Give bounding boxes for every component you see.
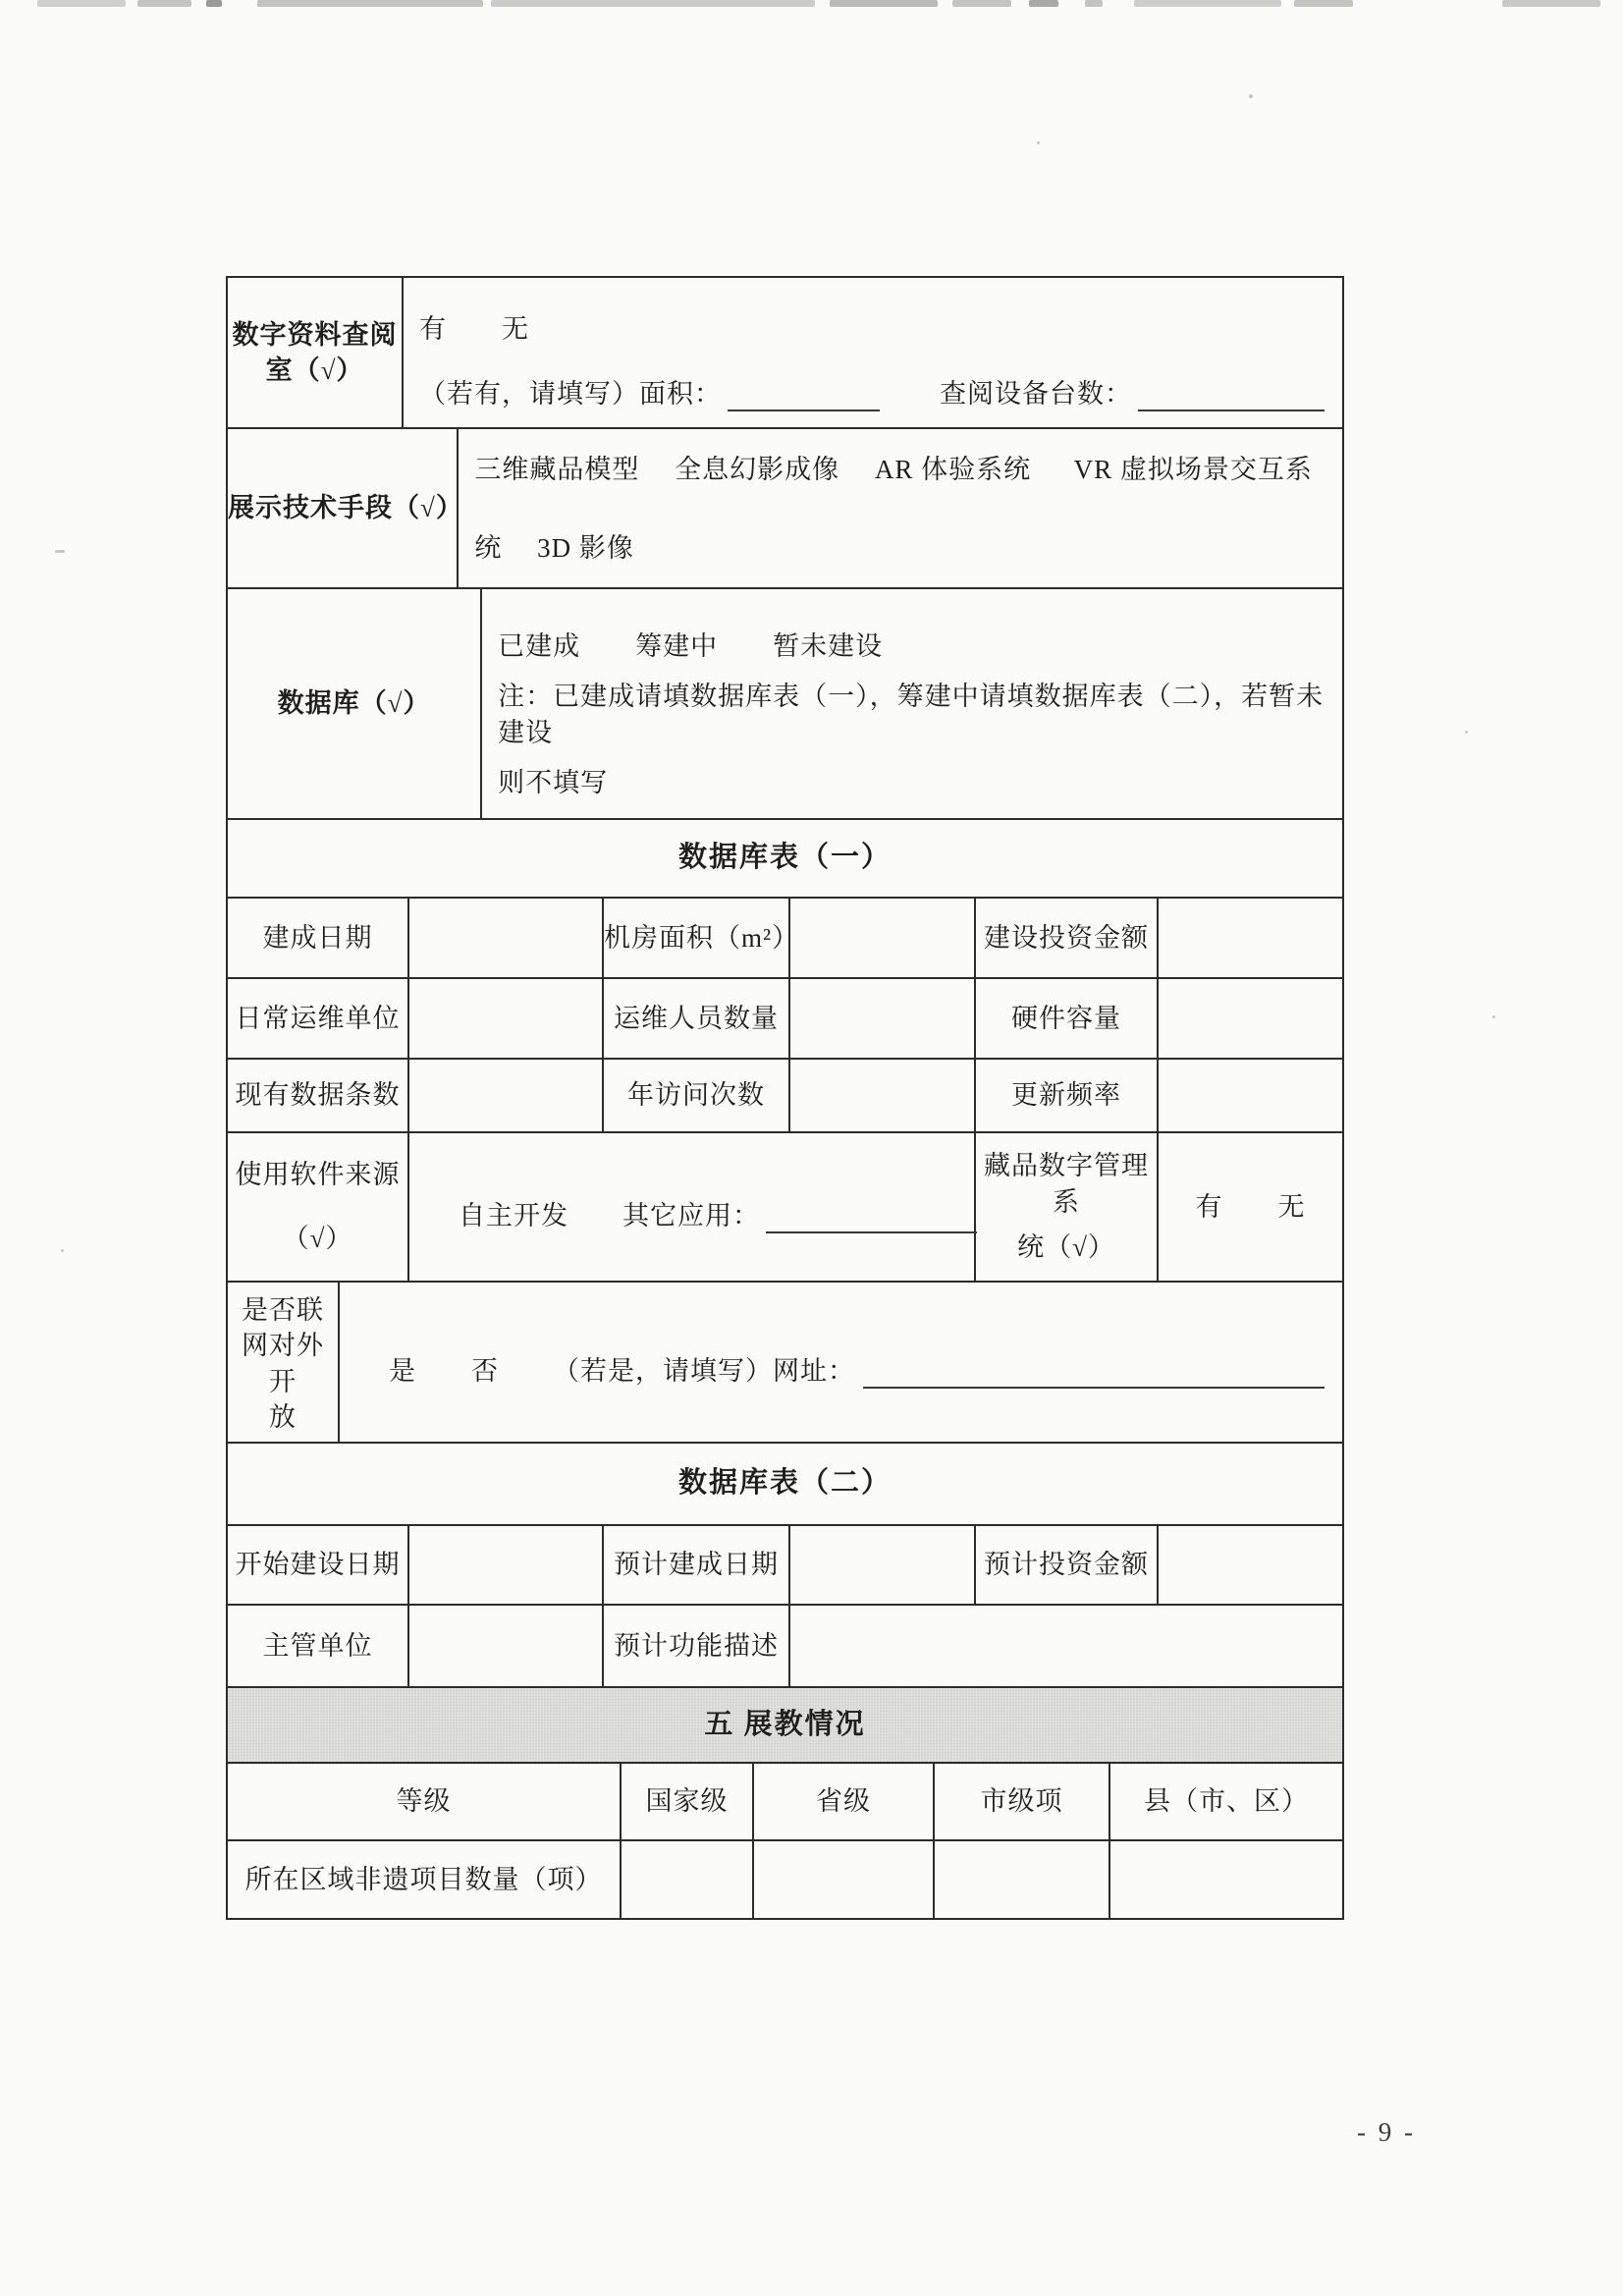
database-note-line2: 则不填写: [498, 767, 609, 797]
collection-mgmt-system-options: 有 无: [1195, 1191, 1306, 1222]
software-source-label: 使用软件来源 （√）: [228, 1133, 409, 1281]
room-area-value-cell: [790, 899, 976, 977]
table-row-db1-r2: [228, 979, 1342, 1060]
table-row-db1-r1: [228, 899, 1342, 979]
reading-room-label: 数字资料查阅室（√）: [228, 278, 404, 427]
ops-unit-value-cell: [409, 979, 604, 1058]
grade-national-label: 国家级: [622, 1764, 754, 1839]
collection-mgmt-system-label: 藏品数字管理系 统（√）: [976, 1133, 1159, 1281]
supervisor-unit-value-cell: [409, 1606, 604, 1686]
grade-header-label: 等级: [228, 1764, 622, 1839]
heritage-municipal-value-cell: [935, 1841, 1110, 1918]
display-tech-label: 展示技术手段（√）: [228, 429, 459, 587]
table-row-heritage-count: [228, 1841, 1342, 1918]
ops-staff-value-cell: [790, 979, 976, 1058]
grade-municipal-label: 市级项: [935, 1764, 1110, 1839]
table-row-db2-r1: [228, 1526, 1342, 1606]
ops-staff-label: 运维人员数量: [604, 979, 790, 1058]
database-label: 数据库（√）: [228, 589, 482, 818]
db-table2-title: 数据库表（二）: [677, 1467, 892, 1500]
network-url-prefix: （若是，请填写）网址：: [553, 1355, 855, 1386]
network-open-content: [340, 1283, 1342, 1442]
invest-amount-label: 建设投资金额: [976, 899, 1159, 977]
update-frequency-label: 更新频率: [976, 1060, 1159, 1131]
start-date-value-cell: [409, 1526, 604, 1604]
table-row-db2-r2: [228, 1606, 1342, 1688]
table-row-reading-room: [228, 278, 1342, 429]
software-other-underline: [766, 1205, 977, 1233]
devices-blank-underline: [1138, 383, 1325, 411]
data-count-value-cell: [409, 1060, 604, 1131]
reading-room-content: [404, 278, 1342, 427]
heritage-national-value-cell: [622, 1841, 754, 1918]
display-tech-options: 三维藏品模型 全息幻影成像 AR 体验系统 VR 虚拟场景交互系统 3D 影像: [474, 454, 1313, 563]
annual-visits-label: 年访问次数: [604, 1060, 790, 1131]
table-row-db1-title: [228, 820, 1342, 899]
expected-function-value-cell: [790, 1606, 1342, 1686]
table-row-section5-title: [228, 1688, 1342, 1764]
heritage-county-value-cell: [1110, 1841, 1342, 1918]
expected-invest-label: 预计投资金额: [976, 1526, 1159, 1604]
software-source-options: [409, 1133, 976, 1281]
area-blank-underline: [728, 383, 880, 411]
reading-room-devices-prefix: 查阅设备台数：: [940, 378, 1132, 409]
update-frequency-value-cell: [1159, 1060, 1342, 1131]
software-self-developed: 自主开发: [459, 1200, 568, 1230]
hardware-capacity-label: 硬件容量: [976, 979, 1159, 1058]
survey-form-table: [226, 276, 1344, 1920]
database-note-line1: 注：已建成请填数据库表（一），筹建中请填数据库表（二），若暂未建设: [498, 682, 1325, 747]
software-other-prefix: 其它应用：: [622, 1200, 760, 1230]
table-row-display-tech: [228, 429, 1342, 589]
expected-invest-value-cell: [1159, 1526, 1342, 1604]
ops-unit-label: 日常运维单位: [228, 979, 409, 1058]
db-table1-title: 数据库表（一）: [677, 842, 892, 874]
supervisor-unit-label: 主管单位: [228, 1606, 409, 1686]
built-date-label: 建成日期: [228, 899, 409, 977]
grade-provincial-label: 省级: [754, 1764, 935, 1839]
section5-title: 五 展教情况: [704, 1708, 866, 1740]
grade-county-label: 县（市、区）: [1144, 1786, 1309, 1817]
network-open-label: 是否联网对外开 放: [228, 1283, 340, 1442]
invest-amount-value-cell: [1159, 899, 1342, 977]
heritage-count-label: 所在区域非遗项目数量（项）: [228, 1841, 622, 1918]
table-row-db2-title: [228, 1444, 1342, 1526]
database-options: 已建成 筹建中 暂未建设: [498, 631, 884, 661]
table-row-grade-header: [228, 1764, 1342, 1841]
data-count-label: 现有数据条数: [228, 1060, 409, 1131]
heritage-provincial-value-cell: [754, 1841, 935, 1918]
built-date-value-cell: [409, 899, 604, 977]
expected-completion-label: 预计建成日期: [604, 1526, 790, 1604]
network-open-options: 是 否: [389, 1355, 499, 1386]
table-row-db1-r3: [228, 1060, 1342, 1133]
display-tech-content: [459, 429, 1342, 587]
database-content: [482, 589, 1342, 818]
reading-room-options: 有 无: [419, 314, 529, 344]
annual-visits-value-cell: [790, 1060, 976, 1131]
expected-function-label: 预计功能描述: [604, 1606, 790, 1686]
network-url-underline: [863, 1360, 1325, 1389]
table-row-network-open: [228, 1283, 1342, 1444]
reading-room-area-prefix: （若有，请填写）面积：: [419, 378, 722, 409]
table-row-database: [228, 589, 1342, 820]
table-row-software-source: [228, 1133, 1342, 1283]
expected-completion-value-cell: [790, 1526, 976, 1604]
room-area-label: 机房面积（m²）: [604, 899, 790, 977]
start-date-label: 开始建设日期: [228, 1526, 409, 1604]
hardware-capacity-value-cell: [1159, 979, 1342, 1058]
page-number: - 9 -: [1357, 2117, 1416, 2147]
